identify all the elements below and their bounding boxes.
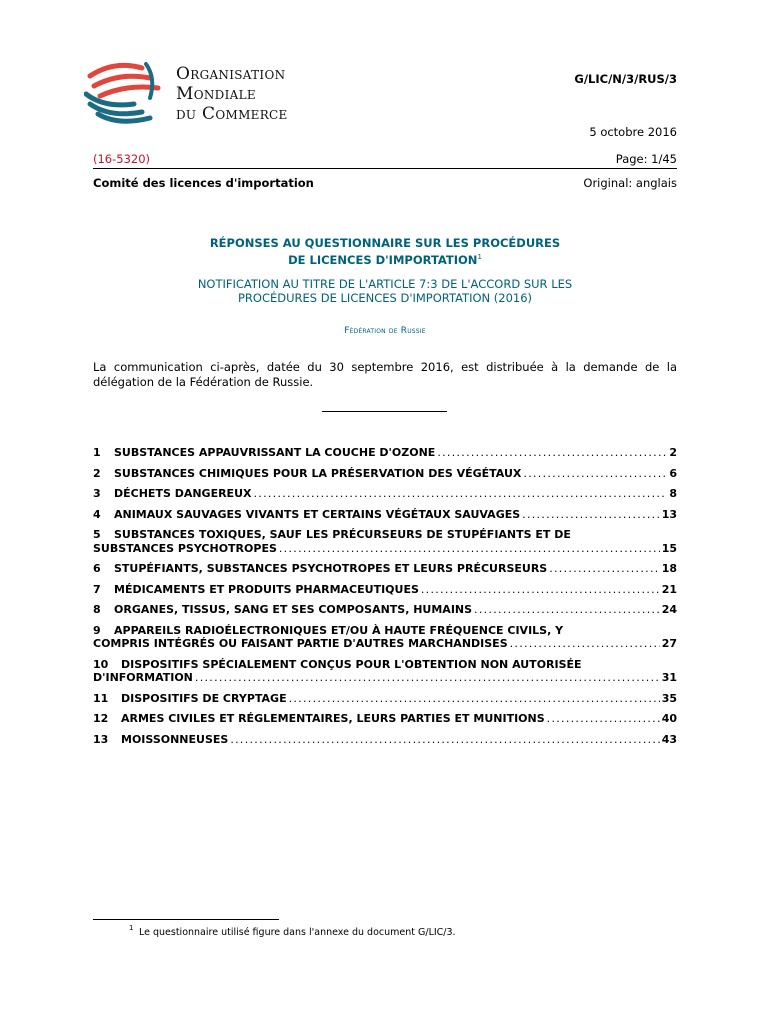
committee-name: Comité des licences d'importation: [93, 176, 314, 190]
toc-item[interactable]: 8 ORGANES, TISSUS, SANG ET SES COMPOSANTS, HUMAINS ..... 24: [93, 603, 677, 617]
toc-item[interactable]: 5 SUBSTANCES TOXIQUES, SAUF LES PRÉCURSEURS DE STUPÉFIANTS ET DE SUBSTANCES PSYCHOTROPES ..... 15: [93, 528, 677, 555]
document-title: [93, 236, 677, 267]
document-symbol: G/LIC/N/3/RUS/3: [574, 72, 677, 86]
section-divider: [322, 411, 447, 412]
toc-item[interactable]: 4 ANIMAUX SAUVAGES VIVANTS ET CERTAINS VÉGÉTAUX SAUVAGES ..... 13: [93, 508, 677, 522]
subtitle-line-1: NOTIFICATION AU TITRE DE L'ARTICLE 7:3 DE L'ACCORD SUR LES: [197, 277, 573, 291]
document-date: 5 octobre 2016: [589, 125, 677, 139]
toc-item[interactable]: 6 STUPÉFIANTS, SUBSTANCES PSYCHOTROPES ET LEURS PRÉCURSEURS ..... 18: [93, 562, 677, 576]
toc-item[interactable]: 1 SUBSTANCES APPAUVRISSANT LA COUCHE D'OZONE ..... 2: [93, 446, 677, 460]
org-name-line-3: du Commerce: [176, 104, 288, 124]
toc-item[interactable]: 2 SUBSTANCES CHIMIQUES POUR LA PRÉSERVATION DES VÉGÉTAUX ..... 6: [93, 467, 677, 481]
title-line-2: DE LICENCES D'IMPORTATION$^1$: [288, 252, 482, 267]
toc-item[interactable]: 3 DÉCHETS DANGEREUX ..... 8: [93, 487, 677, 501]
footnote-text: Le questionnaire utilisé figure dans l'annexe du document G/LIC/3.: [139, 927, 456, 938]
toc-item[interactable]: 11 DISPOSITIFS DE CRYPTAGE ..... 35: [93, 692, 677, 706]
toc-item[interactable]: 9 APPAREILS RADIOÉLECTRONIQUES ET/OU À HAUTE FRÉQUENCE CIVILS, Y COMPRIS INTÉGRÉS OU FAISANT PARTIE D'AUTRES MARCHANDISES ..... 27: [93, 624, 677, 651]
country-name: Fédération de Russie: [344, 326, 426, 336]
footnote-mark: 1: [129, 924, 134, 932]
wto-logo-icon: [84, 58, 164, 128]
document-subtitle: [93, 277, 677, 305]
document-number: (16-5320): [93, 152, 151, 166]
toc-item[interactable]: 12 ARMES CIVILES ET RÉGLEMENTAIRES, LEURS PARTIES ET MUNITIONS ..... 40: [93, 712, 677, 726]
header-divider: [93, 168, 677, 169]
intro-paragraph: La communication ci-après, datée du 30 septembre 2016, est distribuée à la demande de la délégation de la Fédération de Russie.: [93, 360, 677, 389]
org-name-line-1: Organisation: [176, 64, 286, 84]
organization-name: [176, 64, 288, 124]
table-of-contents: [93, 446, 677, 753]
toc-item[interactable]: 7 MÉDICAMENTS ET PRODUITS PHARMACEUTIQUES ..... 21: [93, 583, 677, 597]
toc-item[interactable]: 13 MOISSONNEUSES ..... 43: [93, 733, 677, 747]
title-line-1: RÉPONSES AU QUESTIONNAIRE SUR LES PROCÉDURES: [209, 236, 561, 250]
footnote-divider: [93, 919, 279, 920]
footnote-ref[interactable]: 1: [477, 253, 482, 261]
page-indicator: Page: 1/45: [615, 152, 677, 166]
org-name-line-2: Mondiale: [176, 84, 256, 104]
toc-item[interactable]: 10 DISPOSITIFS SPÉCIALEMENT CONÇUS POUR L'OBTENTION NON AUTORISÉE D'INFORMATION ..... 31: [93, 658, 677, 685]
original-language: Original: anglais: [583, 176, 677, 190]
subtitle-line-2: PROCÉDURES DE LICENCES D'IMPORTATION (2016): [237, 291, 533, 305]
